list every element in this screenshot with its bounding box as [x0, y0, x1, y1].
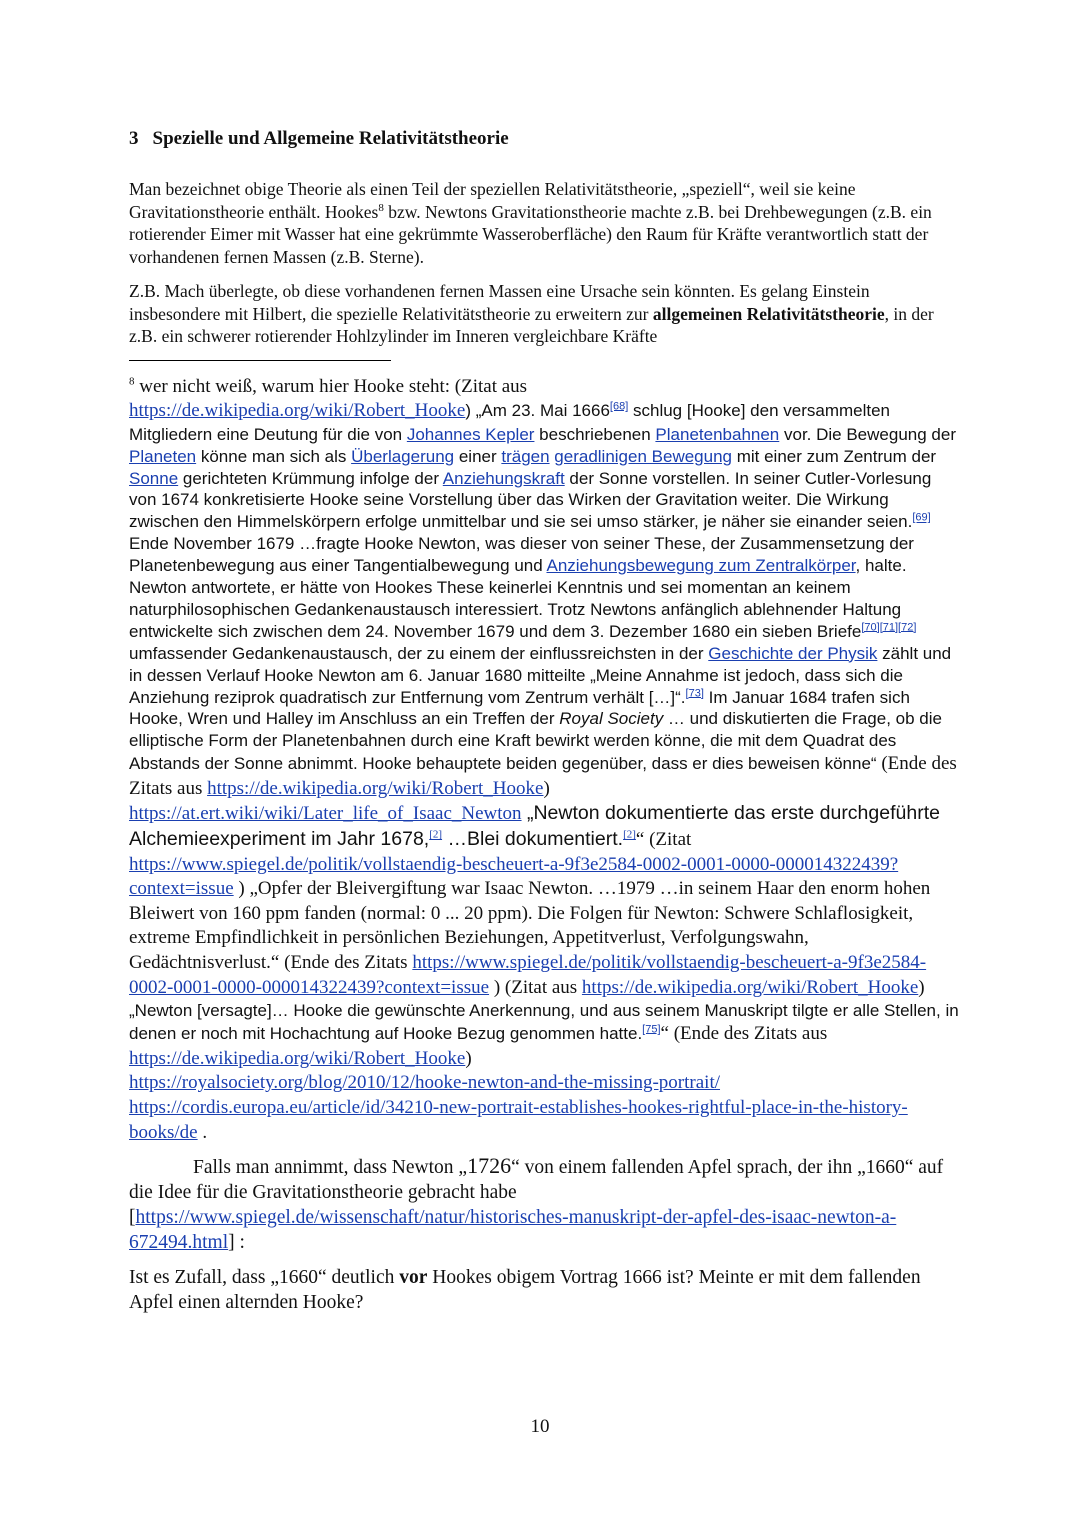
link-ert-wiki-newton[interactable]: https://at.ert.wiki/wiki/Later_life_of_Isaac_Newton [129, 803, 522, 825]
footnote-text: zählt und in dessen Verlauf Hooke Newton am 6. Januar 1680 mitteilte „Meine Annahme ist jedoch, dass sich die Anziehung reziprok quadratisch zur Entfernung vom Zentrum verhält […]“. [129, 643, 952, 707]
link-spiegel-apfel[interactable]: https://www.spiegel.de/wissenschaft/natur/historisches-manuskript-der-apfel-des-isaac-newton-a-672494.html [129, 1207, 897, 1254]
ref-68[interactable]: [68] [609, 400, 629, 413]
footnote-intro [129, 375, 959, 400]
link-wikipedia-hooke[interactable]: https://de.wikipedia.org/wiki/Robert_Hooke [129, 400, 466, 422]
ref-73[interactable]: [73] [685, 686, 704, 699]
paragraph-4 [129, 1265, 959, 1315]
footnote-text: ) [543, 777, 550, 799]
bold-vor: vor [399, 1267, 428, 1289]
link-wikipedia-hooke[interactable]: https://de.wikipedia.org/wiki/Robert_Hooke [129, 1047, 466, 1069]
footnote-quote-versagte [129, 1000, 959, 1071]
link-planeten[interactable]: Planeten [129, 446, 197, 466]
footnote-text: ) „Am 23. Mai 1666 [465, 401, 610, 421]
footnote-text: ) [918, 976, 925, 998]
footnote-text: Ende November 1679 …fragte Hooke Newton, was dieser von seiner These, der Zusammensetzung der Planetenbewegung aus einer Tangentialbewegung und [129, 534, 914, 576]
footnote-text: vor. Die Bewegung der [779, 424, 956, 444]
footnote-text: ) „Opfer der Bleivergiftung war Isaac Newton. …1979 …in seinem Haar den enorm hohen Bleiwert von 160 ppm fanden (normal: 0 ... 20 ppm). Die Folgen für Newton: Schwere Schlaflosigkeit, extreme Empfindlichkeit in persönlichen Beziehungen, Appetitverlust, Verfolgungswahn, Gedächtnisverlust.“ (Ende des Zitats [129, 878, 931, 974]
footnote-8 [129, 375, 959, 1146]
year-1726: 1726 [467, 1153, 512, 1179]
footnote-text: „Newton dokumentierte das erste durchgeführte Alchemieexperiment im Jahr 1678, [129, 802, 940, 851]
paragraph-text: bzw. Newtons Gravitationstheorie machte z.B. bei Drehbewegungen (z.B. ein rotierender Eimer mit Wasser hat eine gekrümmte Wasseroberfläche) den Raum für Kräfte verantwortlich statt der vorhandenen fernen Massen (z.B. Sterne). [129, 201, 932, 267]
footnote-text: ) (Zitat aus [489, 976, 582, 998]
footnote-text: . [197, 1121, 208, 1143]
page-content [129, 128, 959, 1325]
link-wikipedia-hooke[interactable]: https://de.wikipedia.org/wiki/Robert_Hooke [581, 976, 919, 998]
footnote-text: “ (Ende des Zitats aus [660, 1023, 828, 1045]
section-heading [129, 128, 959, 150]
ref-69[interactable]: [69] [912, 511, 931, 524]
link-planetenbahnen[interactable]: Planetenbahnen [655, 424, 780, 444]
link-wikipedia-hooke[interactable]: https://de.wikipedia.org/wiki/Robert_Hooke [207, 777, 544, 799]
paragraph-text: “ von einem fallenden Apfel sprach, der ihn „1660“ auf die Idee für die Gravitationstheorie gebracht habe [ [129, 1157, 944, 1229]
link-spiegel-bescheuert[interactable]: https://www.spiegel.de/politik/vollstaendig-bescheuert-a-9f3e2584-0002-0001-0000-000014322439?context=issue [129, 952, 927, 998]
link-cordis-article[interactable]: https://cordis.europa.eu/article/id/34210-new-portrait-establishes-hookes-rightful-place-in-the-history-books/de [129, 1096, 908, 1143]
paragraph-1 [129, 178, 959, 268]
footnote-text: beschriebenen [534, 424, 656, 444]
footnote-text: …Blei dokumentiert. [442, 828, 624, 851]
section-number: 3 [129, 128, 139, 149]
paragraph-2 [129, 280, 959, 348]
bold-term: allgemeinen Relativitätstheorie [652, 303, 885, 324]
link-spiegel-bescheuert[interactable]: https://www.spiegel.de/politik/vollstaendig-bescheuert-a-9f3e2584-0002-0001-0000-000014322439?context=issue [129, 853, 899, 900]
footnote-quote-ert [129, 801, 959, 1000]
footnote-text: (Zitat [644, 829, 692, 851]
ref-2[interactable]: [2] [623, 828, 636, 841]
paragraph-text: Ist es Zufall, dass „1660“ deutlich [129, 1267, 400, 1289]
link-geschichte-der-physik[interactable]: Geschichte der Physik [708, 643, 878, 663]
paragraph-text: Man bezeichnet obige Theorie als einen Teil der speziellen Relativitätstheorie, „speziell“, weil sie keine Gravitationstheorie enthält. Hookes [129, 179, 856, 222]
link-traegen[interactable]: trägen [501, 446, 550, 466]
ref-70-72[interactable]: [70][71][72] [861, 621, 917, 634]
footnote-text: “ [635, 829, 645, 851]
paragraph-text: Falls man annimmt, dass Newton „ [193, 1157, 468, 1179]
link-geradlinige-bewegung[interactable]: geradlinigen Bewegung [554, 446, 732, 466]
paragraph-text: , in der z.B. ein schwerer rotierender Hohlzylinder im Inneren vergleichbare Kräfte [129, 303, 934, 346]
footnote-links [129, 1071, 959, 1145]
footnote-text: Im Januar 1684 trafen sich Hooke, Wren und Halley im Anschluss an ein Treffen der [129, 687, 910, 729]
link-royalsociety-blog[interactable]: https://royalsociety.org/blog/2010/12/hooke-newton-and-the-missing-portrait/ [129, 1072, 721, 1094]
page-number: 10 [530, 1416, 550, 1437]
ref-2[interactable]: [2] [429, 828, 443, 841]
footnote-text: gerichteten Krümmung infolge der [178, 468, 443, 488]
link-ueberlagerung[interactable]: Überlagerung [351, 446, 455, 466]
royal-society-italic: Royal Society [559, 709, 664, 729]
link-anziehungskraft[interactable]: Anziehungskraft [442, 468, 565, 488]
footnote-marker[interactable]: 8 [378, 201, 384, 214]
paragraph-text: Z.B. Mach überlegte, ob diese vorhandenen fernen Massen eine Ursache sein könnten. Es gelang Einstein insbesondere mit Hilbert, die spezielle Relativitätstheorie zu erweitern zur [129, 281, 870, 324]
paragraph-text: ] : [228, 1232, 245, 1254]
footnote-text: schlug [Hooke] den versammelten Mitgliedern eine Deutung für die von [129, 401, 891, 444]
footnote-number: 8 [129, 375, 135, 388]
closing-section [129, 1153, 959, 1315]
footnote-quote-wikipedia [129, 399, 959, 801]
footnote-text: , halte. Newton antwortete, er hätte von Hookes These keinerlei Kenntnis und sei momentan an keinem naturphilosophischen Gedankenaustausch interessiert. Trotz Newtons anfänglich ablehnender Haltung entwickelte sich zwischen dem 24. November 1679 und dem 3. Dezember 1680 ein sieben Briefe [129, 556, 907, 641]
footnote-text: (Ende des Zitats aus [129, 753, 957, 799]
footnote-text: umfassender Gedankenaustausch, der zu einem der einflussreichsten in der [129, 643, 709, 663]
ref-75[interactable]: [75] [642, 1023, 661, 1036]
footnote-text: … und diskutierten die Frage, ob die elliptische Form der Planetenbahnen durch eine Kraft bewirkt werden könne, die mit dem Quadrat des Abstands der Sonne abnimmt. Hooke behauptete beiden gegenüber, dass er dies beweisen könne“ [129, 709, 942, 774]
link-sonne[interactable]: Sonne [129, 468, 179, 488]
paragraph-3 [129, 1153, 959, 1255]
paragraph-text: Hookes obigem Vortrag 1666 ist? Meinte er mit dem fallenden Apfel einen alternden Hooke? [129, 1267, 921, 1314]
footnote-text: wer nicht weiß, warum hier Hooke steht: (Zitat aus [134, 375, 528, 397]
footnote-text: einer [454, 446, 502, 466]
link-anziehungsbewegung[interactable]: Anziehungsbewegung zum Zentralkörper [546, 556, 856, 576]
link-johannes-kepler[interactable]: Johannes Kepler [406, 424, 535, 444]
section-title: Spezielle und Allgemeine Relativitätstheorie [152, 128, 509, 149]
footnote-text: könne man sich als [196, 446, 352, 466]
footnote-separator [129, 360, 391, 361]
footnote-text: mit einer zum Zentrum der [732, 446, 937, 466]
footnote-text: „Newton [versagte]… Hooke die gewünschte Anerkennung, und aus seinem Manuskript tilgte er alle Stellen, in denen er noch mit Hochachtung auf Hooke Bezug genommen hatte. [129, 1001, 959, 1044]
footnote-text: ) [465, 1047, 472, 1069]
footnote-text: der Sonne vorstellen. In seiner Cutler-Vorlesung von 1674 konkretisierte Hooke seine Vorstellung über das Wirken der Gravitation weiter. Die Wirkung zwischen den Himmelskörpern erfolge unmittelbar und sie sei umso stärker, je näher sie einander seien. [129, 468, 932, 532]
